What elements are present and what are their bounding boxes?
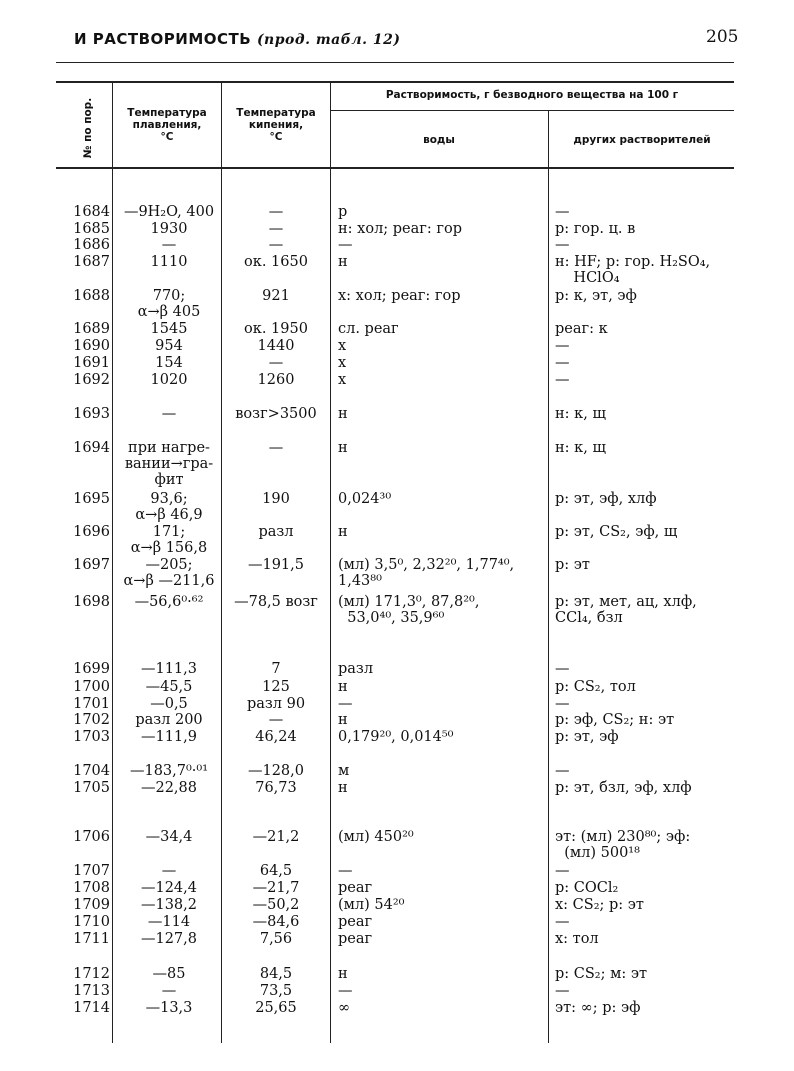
other-solvents-cell: р: CS₂; м: эт: [555, 966, 648, 982]
water-solubility-cell: (мл) 450²⁰: [338, 829, 414, 845]
melting-point-cell: 154: [155, 355, 183, 371]
water-solubility-cell: реаг: [338, 880, 373, 896]
column-header-water: воды: [423, 134, 455, 146]
boiling-point-cell: разл: [258, 524, 294, 540]
row-number: 1711: [73, 931, 110, 947]
boiling-point-cell: —: [268, 204, 284, 220]
other-solvents-cell: —: [555, 863, 570, 879]
water-solubility-cell: (мл) 3,5⁰, 2,32²⁰, 1,77⁴⁰, 1,43⁸⁰: [338, 557, 515, 589]
boiling-point-cell: ок. 1650: [244, 254, 308, 270]
header-title: И РАСТВОРИМОСТЬ: [74, 30, 252, 48]
boiling-point-cell: 921: [262, 288, 290, 304]
other-solvents-cell: —: [555, 355, 570, 371]
boiling-point-cell: разл 90: [246, 696, 306, 712]
melting-point-cell: —205; α→β —211,6: [123, 557, 215, 589]
boiling-point-cell: 46,24: [255, 729, 297, 745]
boiling-point-cell: 25,65: [255, 1000, 297, 1016]
other-solvents-cell: р: к, эт, эф: [555, 288, 637, 304]
column-header-other: других растворителей: [573, 134, 711, 146]
melting-point-cell: 770; α→β 405: [137, 288, 201, 320]
melting-point-cell: —9H₂O, 400: [123, 204, 215, 220]
water-solubility-cell: н: [338, 524, 348, 540]
other-solvents-cell: р: эт, бзл, эф, хлф: [555, 780, 692, 796]
other-solvents-cell: —: [555, 661, 570, 677]
row-number: 1690: [73, 338, 110, 354]
other-solvents-cell: —: [555, 372, 570, 388]
melting-point-cell: —111,9: [140, 729, 197, 745]
row-number: 1685: [73, 221, 110, 237]
boiling-point-cell: возг>3500: [235, 406, 317, 422]
water-solubility-cell: х: [338, 355, 347, 371]
row-number: 1694: [73, 440, 110, 456]
boiling-point-cell: —21,7: [252, 880, 300, 896]
melting-point-cell: 954: [155, 338, 183, 354]
water-solubility-cell: х: хол; реаг: гор: [338, 288, 461, 304]
water-solubility-cell: 0,179²⁰, 0,014⁵⁰: [338, 729, 454, 745]
row-number: 1693: [73, 406, 110, 422]
column-header-number: № по пор.: [82, 97, 94, 159]
other-solvents-cell: р: эт, мет, ац, хлф, CCl₄, бзл: [555, 594, 697, 626]
boiling-point-cell: 64,5: [259, 863, 293, 879]
other-solvents-cell: р: эф, CS₂; н: эт: [555, 712, 675, 728]
water-solubility-cell: —: [338, 696, 353, 712]
boiling-point-cell: —78,5 возг: [234, 594, 318, 610]
boiling-point-cell: —: [268, 221, 284, 237]
row-number: 1712: [73, 966, 110, 982]
other-solvents-cell: р: эт: [555, 557, 590, 573]
water-solubility-cell: ∞: [338, 1000, 351, 1016]
row-number: 1708: [73, 880, 110, 896]
melting-point-cell: —111,3: [140, 661, 197, 677]
other-solvents-cell: х: CS₂; р: эт: [555, 897, 644, 913]
water-solubility-cell: н: [338, 406, 348, 422]
row-number: 1695: [73, 491, 110, 507]
water-solubility-cell: н: [338, 440, 348, 456]
other-solvents-cell: —: [555, 696, 570, 712]
row-number: 1698: [73, 594, 110, 610]
water-solubility-cell: м: [338, 763, 350, 779]
water-solubility-cell: —: [338, 983, 353, 999]
page-number: 205: [706, 27, 739, 47]
boiling-point-cell: —191,5: [247, 557, 304, 573]
boiling-point-cell: 7,56: [259, 931, 293, 947]
boiling-point-cell: —84,6: [252, 914, 300, 930]
melting-point-cell: разл 200: [135, 712, 203, 728]
water-solubility-cell: н: [338, 966, 348, 982]
water-solubility-cell: н: [338, 712, 348, 728]
column-header-solubility: Растворимость, г безводного вещества на 100 г: [385, 89, 679, 101]
boiling-point-cell: 7: [271, 661, 281, 677]
melting-point-cell: —: [161, 983, 177, 999]
water-solubility-cell: реаг: [338, 914, 373, 930]
row-number: 1710: [73, 914, 110, 930]
row-number: 1684: [73, 204, 110, 220]
row-number: 1705: [73, 780, 110, 796]
boiling-point-cell: 76,73: [255, 780, 297, 796]
other-solvents-cell: н: к, щ: [555, 440, 606, 456]
row-number: 1707: [73, 863, 110, 879]
boiling-point-cell: —: [268, 440, 284, 456]
other-solvents-cell: —: [555, 338, 570, 354]
other-solvents-cell: —: [555, 914, 570, 930]
melting-point-cell: при нагре- вании→гра- фит: [124, 440, 214, 488]
water-solubility-cell: р: [338, 204, 348, 220]
water-solubility-cell: —: [338, 863, 353, 879]
other-solvents-cell: н: HF; р: гор. H₂SO₄, HClO₄: [555, 254, 711, 286]
row-number: 1687: [73, 254, 110, 270]
water-solubility-cell: 0,024³⁰: [338, 491, 392, 507]
melting-point-cell: —85: [152, 966, 186, 982]
melting-point-cell: 1930: [150, 221, 188, 237]
melting-point-cell: —0,5: [150, 696, 188, 712]
row-number: 1686: [73, 237, 110, 253]
row-number: 1714: [73, 1000, 110, 1016]
melting-point-cell: 1110: [150, 254, 188, 270]
other-solvents-cell: р: эт, CS₂, эф, щ: [555, 524, 678, 540]
boiling-point-cell: ок. 1950: [244, 321, 308, 337]
melting-point-cell: —138,2: [140, 897, 197, 913]
other-solvents-cell: эт: ∞; р: эф: [555, 1000, 641, 1016]
water-solubility-cell: х: [338, 372, 347, 388]
melting-point-cell: —13,3: [145, 1000, 193, 1016]
other-solvents-cell: —: [555, 763, 570, 779]
melting-point-cell: —34,4: [145, 829, 193, 845]
boiling-point-cell: 84,5: [259, 966, 293, 982]
melting-point-cell: 1545: [150, 321, 188, 337]
row-number: 1703: [73, 729, 110, 745]
melting-point-cell: —127,8: [140, 931, 197, 947]
boiling-point-cell: 125: [262, 679, 290, 695]
boiling-point-cell: —50,2: [252, 897, 300, 913]
water-solubility-cell: н: [338, 780, 348, 796]
boiling-point-cell: —: [268, 237, 284, 253]
melting-point-cell: 1020: [150, 372, 188, 388]
melting-point-cell: —45,5: [145, 679, 193, 695]
water-solubility-cell: н: [338, 679, 348, 695]
other-solvents-cell: —: [555, 237, 570, 253]
melting-point-cell: 171; α→β 156,8: [130, 524, 208, 556]
row-number: 1709: [73, 897, 110, 913]
boiling-point-cell: 1440: [257, 338, 295, 354]
water-solubility-cell: —: [338, 237, 353, 253]
water-solubility-cell: реаг: [338, 931, 373, 947]
water-solubility-cell: (мл) 54²⁰: [338, 897, 405, 913]
melting-point-cell: —22,88: [140, 780, 197, 796]
other-solvents-cell: —: [555, 204, 570, 220]
row-number: 1699: [73, 661, 110, 677]
boiling-point-cell: —21,2: [252, 829, 300, 845]
boiling-point-cell: —: [268, 712, 284, 728]
column-header-melting: Температура плавления, °С: [127, 107, 207, 143]
row-number: 1702: [73, 712, 110, 728]
other-solvents-cell: р: COCl₂: [555, 880, 619, 896]
boiling-point-cell: —: [268, 355, 284, 371]
other-solvents-cell: х: тол: [555, 931, 599, 947]
melting-point-cell: 93,6; α→β 46,9: [135, 491, 203, 523]
boiling-point-cell: 190: [262, 491, 290, 507]
row-number: 1691: [73, 355, 110, 371]
water-solubility-cell: разл: [338, 661, 374, 677]
melting-point-cell: —: [161, 237, 177, 253]
melting-point-cell: —183,7⁰·⁰¹: [129, 763, 209, 779]
row-number: 1706: [73, 829, 110, 845]
water-solubility-cell: (мл) 171,3⁰, 87,8²⁰, 53,0⁴⁰, 35,9⁶⁰: [338, 594, 480, 626]
melting-point-cell: —124,4: [140, 880, 197, 896]
melting-point-cell: —114: [147, 914, 191, 930]
other-solvents-cell: реаг: к: [555, 321, 608, 337]
other-solvents-cell: —: [555, 983, 570, 999]
other-solvents-cell: р: эт, эф, хлф: [555, 491, 657, 507]
boiling-point-cell: 73,5: [259, 983, 293, 999]
row-number: 1688: [73, 288, 110, 304]
row-number: 1701: [73, 696, 110, 712]
other-solvents-cell: н: к, щ: [555, 406, 606, 422]
water-solubility-cell: сл. реаг: [338, 321, 399, 337]
other-solvents-cell: эт: (мл) 230⁸⁰; эф: (мл) 500¹⁸: [555, 829, 691, 861]
melting-point-cell: —56,6⁰·⁶²: [134, 594, 204, 610]
water-solubility-cell: н: хол; реаг: гор: [338, 221, 462, 237]
row-number: 1696: [73, 524, 110, 540]
other-solvents-cell: р: гор. ц. в: [555, 221, 636, 237]
water-solubility-cell: х: [338, 338, 347, 354]
water-solubility-cell: н: [338, 254, 348, 270]
boiling-point-cell: 1260: [257, 372, 295, 388]
row-number: 1700: [73, 679, 110, 695]
row-number: 1697: [73, 557, 110, 573]
other-solvents-cell: р: CS₂, тол: [555, 679, 636, 695]
row-number: 1704: [73, 763, 110, 779]
header-subtitle: (прод. табл. 12): [256, 32, 401, 48]
melting-point-cell: —: [161, 863, 177, 879]
boiling-point-cell: —128,0: [247, 763, 304, 779]
column-header-boiling: Температура кипения, °С: [236, 107, 316, 143]
melting-point-cell: —: [161, 406, 177, 422]
other-solvents-cell: р: эт, эф: [555, 729, 619, 745]
row-number: 1713: [73, 983, 110, 999]
row-number: 1692: [73, 372, 110, 388]
row-number: 1689: [73, 321, 110, 337]
